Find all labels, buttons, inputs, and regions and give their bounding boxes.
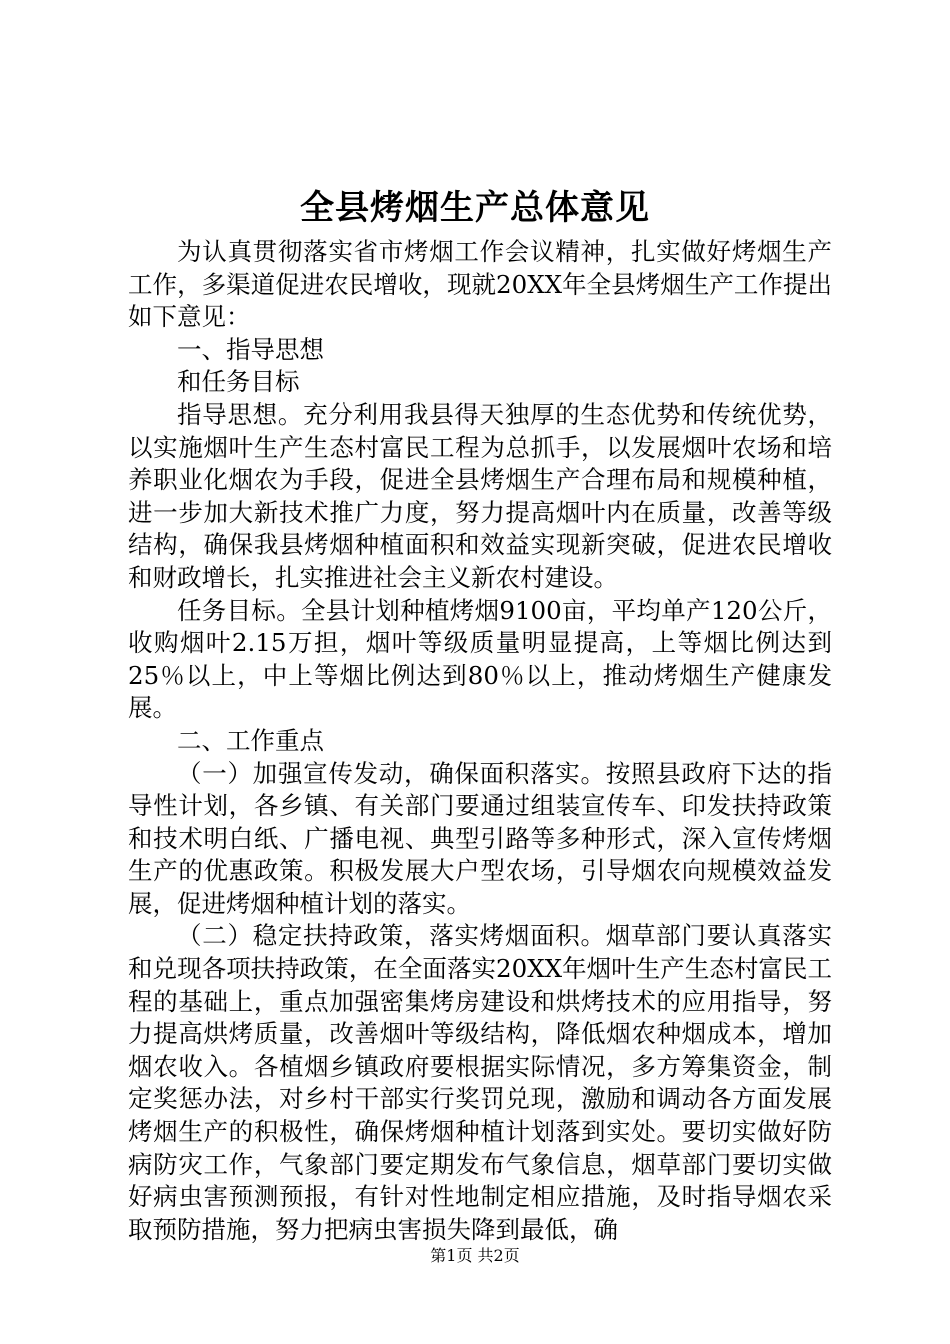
- work-point-2-paragraph: （二）稳定扶持政策，落实烤烟面积。烟草部门要认真落实和兑现各项扶持政策，在全面落实20XX年烟叶生产生态村富民工程的基础上，重点加强密集烤房建设和烘烤技术的应用指导，努力提高烘烤质量，改善烟叶等级结构，降低烟农种烟成本，增加烟农收入。各植烟乡镇政府要根据实际情况，多方筹集资金，制定奖惩办法，对乡村干部实行奖罚兑现，激励和调动各方面发展烤烟生产的积极性，确保烤烟种植计划落到实处。要切实做好防病防灾工作，气象部门要定期发布气象信息，烟草部门要切实做好病虫害预测预报，有针对性地制定相应措施，及时指导烟农采取预防措施，努力把病虫害损失降到最低，确: [128, 921, 832, 1244]
- work-point-1-paragraph: （一）加强宣传发动，确保面积落实。按照县政府下达的指导性计划，各乡镇、有关部门要通过组装宣传车、印发扶持政策和技术明白纸、广播电视、典型引路等多种形式，深入宣传烤烟生产的优惠政策。积极发展大户型农场，引导烟农向规模效益发展，促进烤烟种植计划的落实。: [128, 758, 832, 918]
- task-target-paragraph: 任务目标。全县计划种植烤烟9100亩，平均单产120公斤，收购烟叶2.15万担，烟叶等级质量明显提高，上等烟比例达到25％以上，中上等烟比例达到80％以上，推动烤烟生产健康发展。: [128, 595, 832, 723]
- section-heading-1: 一、指导思想: [177, 334, 324, 364]
- page-footer: 第1页 共2页: [430, 1246, 520, 1265]
- section-heading-2: 二、工作重点: [177, 725, 324, 755]
- guiding-thought-paragraph: 指导思想。充分利用我县得天独厚的生态优势和传统优势，以实施烟叶生产生态村富民工程为总抓手，以发展烟叶农场和培养职业化烟农为手段，促进全县烤烟生产合理布局和规模种植，进一步加大新技术推广力度，努力提高烟叶内在质量，改善等级结构，确保我县烤烟种植面积和效益实现新突破，促进农民增收和财政增长，扎实推进社会主义新农村建设。: [128, 399, 832, 592]
- intro-paragraph: 为认真贯彻落实省市烤烟工作会议精神，扎实做好烤烟生产工作，多渠道促进农民增收，现就20XX年全县烤烟生产工作提出如下意见：: [128, 237, 832, 332]
- document-title: 全县烤烟生产总体意见: [300, 188, 650, 228]
- document-body: [128, 236, 832, 1246]
- section-heading-1-continued: 和任务目标: [177, 367, 300, 397]
